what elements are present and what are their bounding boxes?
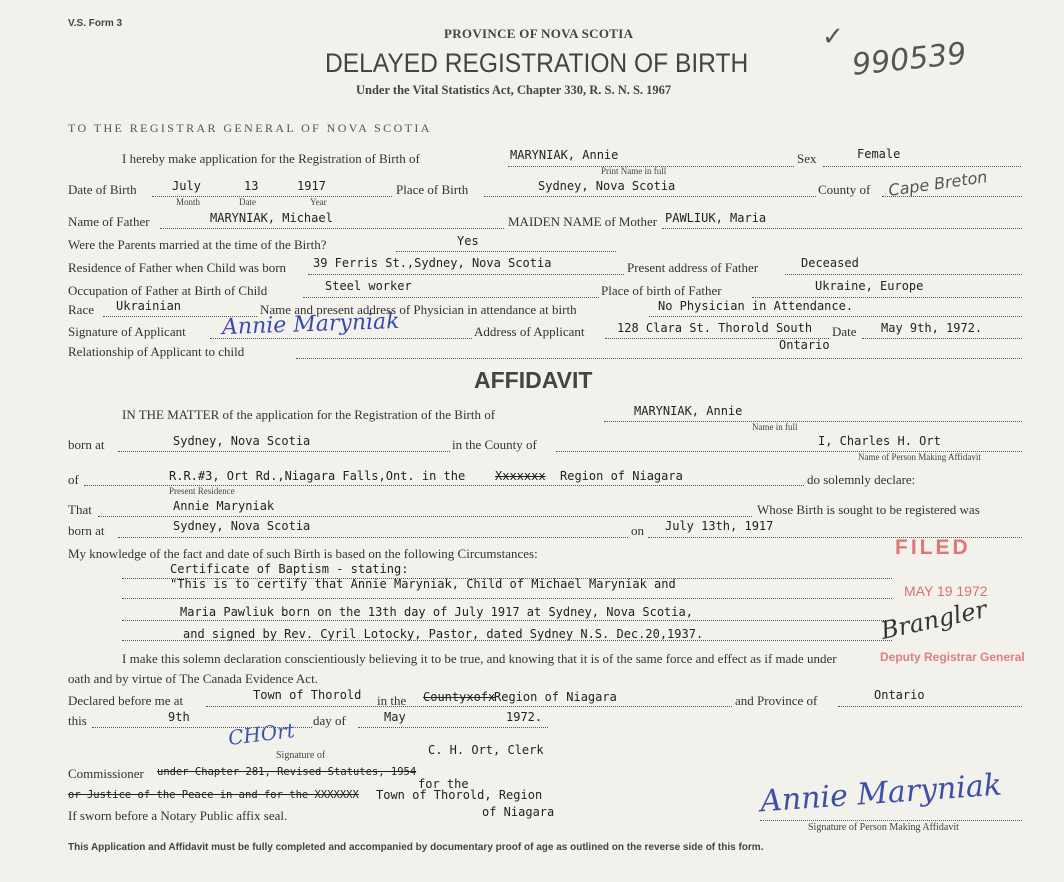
place-label: Place of Birth — [396, 182, 469, 197]
address-value: 128 Clara St. Thorold South — [617, 321, 813, 335]
this-value: 9th — [168, 710, 190, 724]
commissioner-signature: CHOrt — [226, 718, 296, 750]
circumstance-4: and signed by Rev. Cyril Lotocky, Pastor, dated Sydney N.S. Dec.20,1937. — [183, 627, 704, 641]
that-label: That — [68, 502, 92, 517]
county-value: Cape Breton — [887, 167, 989, 200]
circumstance-3: Maria Pawliuk born on the 13th day of July 1917 at Sydney, Nova Scotia, — [180, 605, 693, 619]
born-at-2-value: Sydney, Nova Scotia — [173, 519, 311, 533]
present-address-label: Present address of Father — [627, 260, 759, 275]
print-name-hint: Print Name in full — [601, 166, 667, 176]
sex-value: Female — [857, 147, 901, 161]
checkmark-icon: ✓ — [822, 22, 844, 52]
year-hint: Year — [310, 197, 327, 207]
name-hint: Name in full — [752, 422, 798, 432]
signature-of-hint: Signature of — [276, 750, 326, 761]
niagara-value: of Niagara — [482, 805, 555, 819]
on-label: on — [631, 523, 644, 538]
dob-year-value: 1917 — [297, 179, 326, 193]
county-struck: Xxxxxxx — [495, 469, 546, 483]
clerk-value: C. H. Ort, Clerk — [428, 743, 544, 757]
physician-label: Name and present address of Physician in attendance at birth — [260, 302, 577, 317]
that-value: Annie Maryniak — [173, 499, 275, 513]
knowledge-label: My knowledge of the fact and date of such Birth is based on the following Circumstances: — [68, 546, 538, 561]
child-name-value: MARYNIAK, Annie — [510, 148, 619, 162]
present-residence-hint: Present Residence — [169, 486, 235, 496]
circumstance-2: "This is to certify that Annie Maryniak, Child of Michael Maryniak and — [170, 577, 676, 591]
form-title: DELAYED REGISTRATION OF BIRTH — [325, 48, 749, 78]
province-heading: PROVINCE OF NOVA SCOTIA — [444, 26, 634, 41]
address-value-2: Ontario — [779, 338, 830, 352]
declare-label: do solemnly declare: — [807, 472, 916, 487]
date-hint: Date — [239, 197, 256, 207]
handwritten-registration-number: 990539 — [850, 36, 969, 83]
day-of-label: day of — [313, 713, 346, 728]
declared-label: Declared before me at — [68, 693, 184, 708]
commissioner-struck: under Chapter 281, Revised Statutes, 1954 — [157, 766, 417, 778]
race-value: Ukrainian — [116, 299, 182, 313]
married-label: Were the Parents married at the time of the Birth? — [68, 237, 327, 252]
affidavit-heading: AFFIDAVIT — [474, 367, 593, 393]
of-label: of — [68, 472, 79, 487]
circumstance-1: Certificate of Baptism - stating: — [170, 562, 409, 576]
present-address-value: Deceased — [801, 256, 859, 270]
married-value: Yes — [457, 234, 479, 248]
on-value: July 13th, 1917 — [665, 519, 774, 533]
born-at-label: born at — [68, 437, 105, 452]
solemn-line-1: I make this solemn declaration conscientiously believing it to be true, and knowing that it is of the same force and effect as if made under — [122, 651, 837, 666]
of-value: R.R.#3, Ort Rd.,Niagara Falls,Ont. in the — [169, 469, 466, 483]
declared-value: Town of Thorold — [253, 688, 362, 702]
address-label: Address of Applicant — [474, 324, 585, 339]
physician-value: No Physician in Attendance. — [658, 299, 854, 313]
to-registrar-line: TO THE REGISTRAR GENERAL OF NOVA SCOTIA — [68, 121, 432, 135]
born-at-value: Sydney, Nova Scotia — [173, 434, 311, 448]
person-signature-hint: Signature of Person Making Affidavit — [808, 822, 959, 833]
filed-date-stamp: MAY 19 1972 — [904, 583, 988, 599]
year-value: 1972. — [506, 710, 543, 724]
occupation-label: Occupation of Father at Birth of Child — [68, 283, 268, 298]
sex-label: Sex — [797, 151, 817, 166]
region-value: Region of Niagara — [560, 469, 683, 483]
residence-label: Residence of Father when Child was born — [68, 260, 287, 275]
residence-value: 39 Ferris St.,Sydney, Nova Scotia — [313, 256, 552, 270]
date-label: Date — [832, 324, 857, 339]
declared-region: Region of Niagara — [494, 690, 617, 704]
province-value: Ontario — [874, 688, 925, 702]
intro-label: I hereby make application for the Registration of Birth of — [122, 151, 420, 166]
commissioner-label: Commissioner — [68, 766, 144, 781]
race-label: Race — [68, 302, 94, 317]
signature-label: Signature of Applicant — [68, 324, 186, 339]
month-value: May — [384, 710, 406, 724]
applicant-signature: Annie Maryniak — [221, 308, 400, 341]
date-value: May 9th, 1972. — [881, 321, 983, 335]
occupation-value: Steel worker — [325, 279, 412, 293]
dob-day-value: 13 — [244, 179, 259, 193]
this-label: this — [68, 713, 87, 728]
person-signature: Annie Maryniak — [759, 767, 1004, 820]
dob-label: Date of Birth — [68, 182, 137, 197]
county-label: County of — [818, 182, 871, 197]
for-the-value: for the — [418, 777, 469, 791]
province-label: and Province of — [735, 693, 818, 708]
justice-struck: or Justice of the Peace in and for the XXXXXXX — [68, 789, 359, 801]
town-value: Town of Thorold, Region — [376, 788, 543, 802]
deponent-hint: Name of Person Making Affidavit — [858, 452, 981, 462]
relationship-label: Relationship of Applicant to child — [68, 344, 245, 359]
father-birthplace-value: Ukraine, Europe — [815, 279, 924, 293]
mother-label: MAIDEN NAME of Mother — [508, 214, 658, 229]
month-hint: Month — [176, 197, 201, 207]
notary-label: If sworn before a Notary Public affix seal. — [68, 808, 288, 823]
place-value: Sydney, Nova Scotia — [538, 179, 676, 193]
solemn-line-2: oath and by virtue of The Canada Evidence Act. — [68, 671, 318, 686]
footer-note: This Application and Affidavit must be fully completed and accompanied by documentary proof of age as outlined on the reverse side of this form. — [68, 842, 764, 853]
filed-stamp: FILED — [895, 536, 971, 559]
born-at-2-label: born at — [68, 523, 105, 538]
whose-label: Whose Birth is sought to be registered was — [757, 502, 980, 517]
matter-value: MARYNIAK, Annie — [634, 404, 743, 418]
father-value: MARYNIAK, Michael — [210, 211, 333, 225]
deponent-value: I, Charles H. Ort — [818, 434, 941, 448]
affidavit-county-label: in the County of — [452, 437, 537, 452]
form-subtitle: Under the Vital Statistics Act, Chapter 330, R. S. N. S. 1967 — [356, 83, 672, 97]
declared-county-struck: Countyxofx — [423, 690, 496, 704]
deputy-registrar-stamp: Deputy Registrar General — [880, 650, 1025, 664]
in-the-label: in the — [377, 693, 407, 708]
father-label: Name of Father — [68, 214, 150, 229]
mother-value: PAWLIUK, Maria — [665, 211, 767, 225]
matter-label: IN THE MATTER of the application for the Registration of the Birth of — [122, 407, 496, 422]
dob-month-value: July — [172, 179, 201, 193]
father-birthplace-label: Place of birth of Father — [601, 283, 722, 298]
registrar-signature: Brangler — [878, 595, 990, 645]
form-number: V.S. Form 3 — [68, 18, 123, 29]
